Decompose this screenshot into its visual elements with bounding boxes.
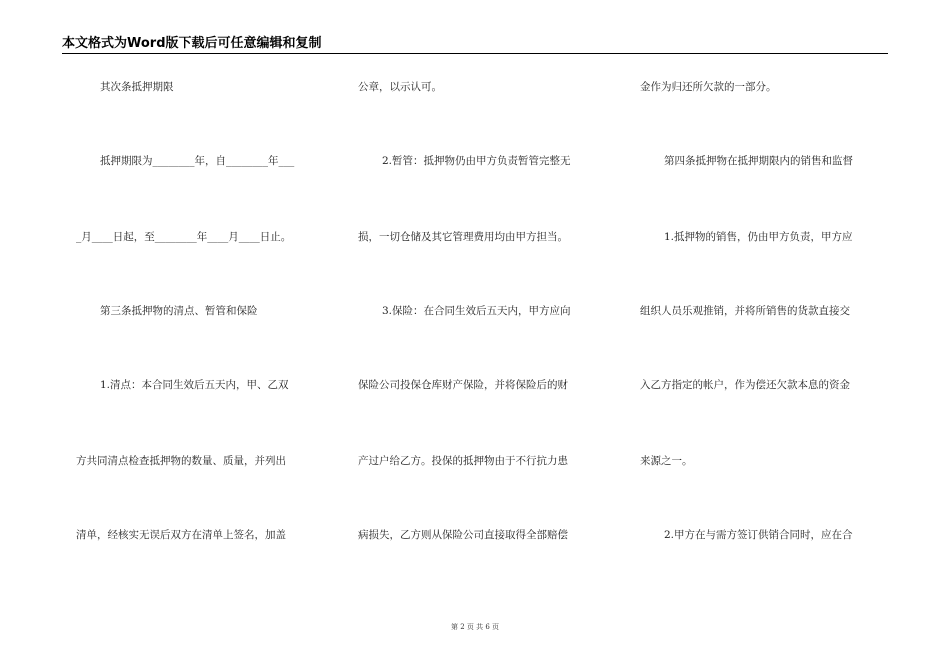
paragraph-line: 方共同清点检查抵押物的数量、质量，并列出 — [76, 455, 286, 467]
paragraph-line: 公章，以示认可。 — [358, 81, 442, 93]
document-header-title: 本文格式为Word版下载后可任意编辑和复制 — [62, 36, 322, 51]
paragraph-line: 病损失，乙方则从保险公司直接取得全部赔偿 — [358, 529, 568, 541]
paragraph-line: 第三条抵押物的清点、暂管和保险 — [100, 305, 258, 317]
page-number-footer: 第 2 页 共 6 页 — [450, 623, 500, 631]
header-divider — [62, 53, 888, 54]
paragraph-line: 2.甲方在与需方签订供销合同时，应在合 — [664, 529, 853, 541]
paragraph-line: 产过户给乙方。投保的抵押物由于不行抗力患 — [358, 455, 568, 467]
paragraph-line: 第四条抵押物在抵押期限内的销售和监督 — [664, 155, 853, 167]
paragraph-line: 1.清点：本合同生效后五天内，甲、乙双 — [100, 379, 289, 391]
paragraph-line: 保险公司投保仓库财产保险，并将保险后的财 — [358, 379, 568, 391]
paragraph-line: 损，一切仓储及其它管理费用均由甲方担当。 — [358, 231, 568, 243]
paragraph-line: 2.暂管：抵押物仍由甲方负责暂管完整无 — [382, 155, 571, 167]
paragraph-line: 其次条抵押期限 — [100, 81, 174, 93]
paragraph-line: 组织人员乐观推销，并将所销售的货款直接交 — [640, 305, 850, 317]
paragraph-line: 清单，经核实无误后双方在清单上签名，加盖 — [76, 529, 286, 541]
paragraph-line: _月____日起，至________年____月____日止。 — [76, 231, 292, 243]
paragraph-line: 抵押期限为________年，自________年___ — [100, 155, 295, 167]
paragraph-line: 来源之一。 — [640, 455, 693, 467]
paragraph-line: 金作为归还所欠款的一部分。 — [640, 81, 777, 93]
paragraph-line: 入乙方指定的帐户，作为偿还欠款本息的资金 — [640, 379, 850, 391]
paragraph-line: 3.保险：在合同生效后五天内，甲方应向 — [382, 305, 571, 317]
paragraph-line: 1.抵押物的销售，仍由甲方负责，甲方应 — [664, 231, 853, 243]
